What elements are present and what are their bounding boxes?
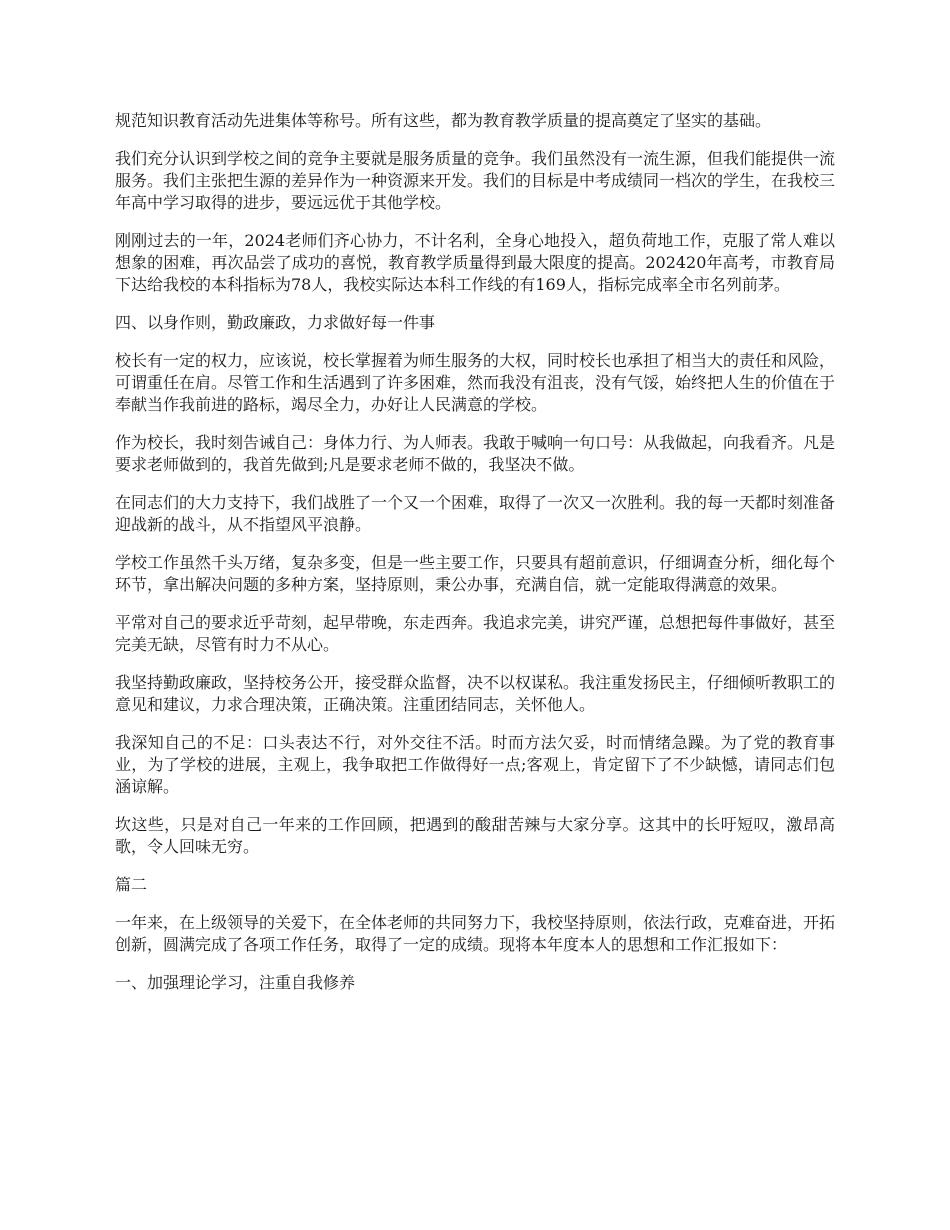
section-heading: 四、以身作则，勤政廉政，力求做好每一件事 (115, 313, 436, 332)
paragraph: 规范知识教育活动先进集体等称号。所有这些，都为教育教学质量的提高奠定了坚实的基础。 (115, 111, 772, 130)
paragraph: 刚刚过去的一年，2024老师们齐心协力，不计名利，全身心地投入，超负荷地工作，克服了常人难以想象的困难，再次品尝了成功的喜悦，教育教学质量得到最大限度的提高。202420年高考，市教育局下达给我校的本科指标为78人，我校实际达本科工作线的有169人，指标完成率全市名列前茅。 (115, 231, 835, 294)
paragraph: 我们充分认识到学校之间的竞争主要就是服务质量的竞争。我们虽然没有一流生源，但我们能提供一流服务。我们主张把生源的差异作为一种资源来开发。我们的目标是中考成绩同一档次的学生，在我校三年高中学习取得的进步，要远远优于其他学校。 (115, 149, 836, 212)
paragraph: 学校工作虽然千头万绪，复杂多变，但是一些主要工作，只要具有超前意识，仔细调查分析，细化每个环节，拿出解决问题的多种方案，坚持原则，秉公办事，充满自信，就一定能取得满意的效果。 (115, 553, 836, 594)
paragraph: 坎这些，只是对自己一年来的工作回顾，把遇到的酸甜苦辣与大家分享。这其中的长吁短叹，激昂高歌，令人回味无穷。 (115, 815, 835, 856)
section-heading: 篇二 (115, 875, 148, 894)
section-heading: 一、加强理论学习，注重自我修养 (115, 973, 356, 992)
paragraph: 校长有一定的权力，应该说，校长掌握着为师生服务的大权，同时校长也承担了相当大的责任和风险，可谓重任在肩。尽管工作和生活遇到了许多困难，然而我没有沮丧，没有气馁，始终把人生的价值在于奉献当作我前进的路标，竭尽全力，办好让人民满意的学校。 (115, 351, 836, 414)
paragraph: 平常对自己的要求近乎苛刻，起早带晚，东走西奔。我追求完美，讲究严谨，总想把每件事做好，甚至完美无缺，尽管有时力不从心。 (115, 613, 836, 654)
paragraph: 在同志们的大力支持下，我们战胜了一个又一个困难，取得了一次又一次胜利。我的每一天都时刻准备迎战新的战斗，从不指望风平浪静。 (115, 493, 836, 534)
paragraph: 我坚持勤政廉政，坚持校务公开，接受群众监督，决不以权谋私。我注重发扬民主，仔细倾听教职工的意见和建议，力求合理决策，正确决策。注重团结同志，关怀他人。 (115, 673, 836, 714)
paragraph: 作为校长，我时刻告诫自己：身体力行、为人师表。我敢于喊响一句口号：从我做起，向我看齐。凡是要求老师做到的，我首先做到;凡是要求老师不做的，我坚决不做。 (115, 433, 836, 474)
paragraph: 一年来，在上级领导的关爱下，在全体老师的共同努力下，我校坚持原则，依法行政，克难奋进，开拓创新，圆满完成了各项工作任务，取得了一定的成绩。现将本年度本人的思想和工作汇报如下： (115, 913, 836, 954)
paragraph: 我深知自己的不足：口头表达不行，对外交往不活。时而方法欠妥，时而情绪急躁。为了党的教育事业，为了学校的进展，主观上，我争取把工作做得好一点;客观上，肯定留下了不少缺憾，请同志们包涵谅解。 (115, 733, 835, 796)
